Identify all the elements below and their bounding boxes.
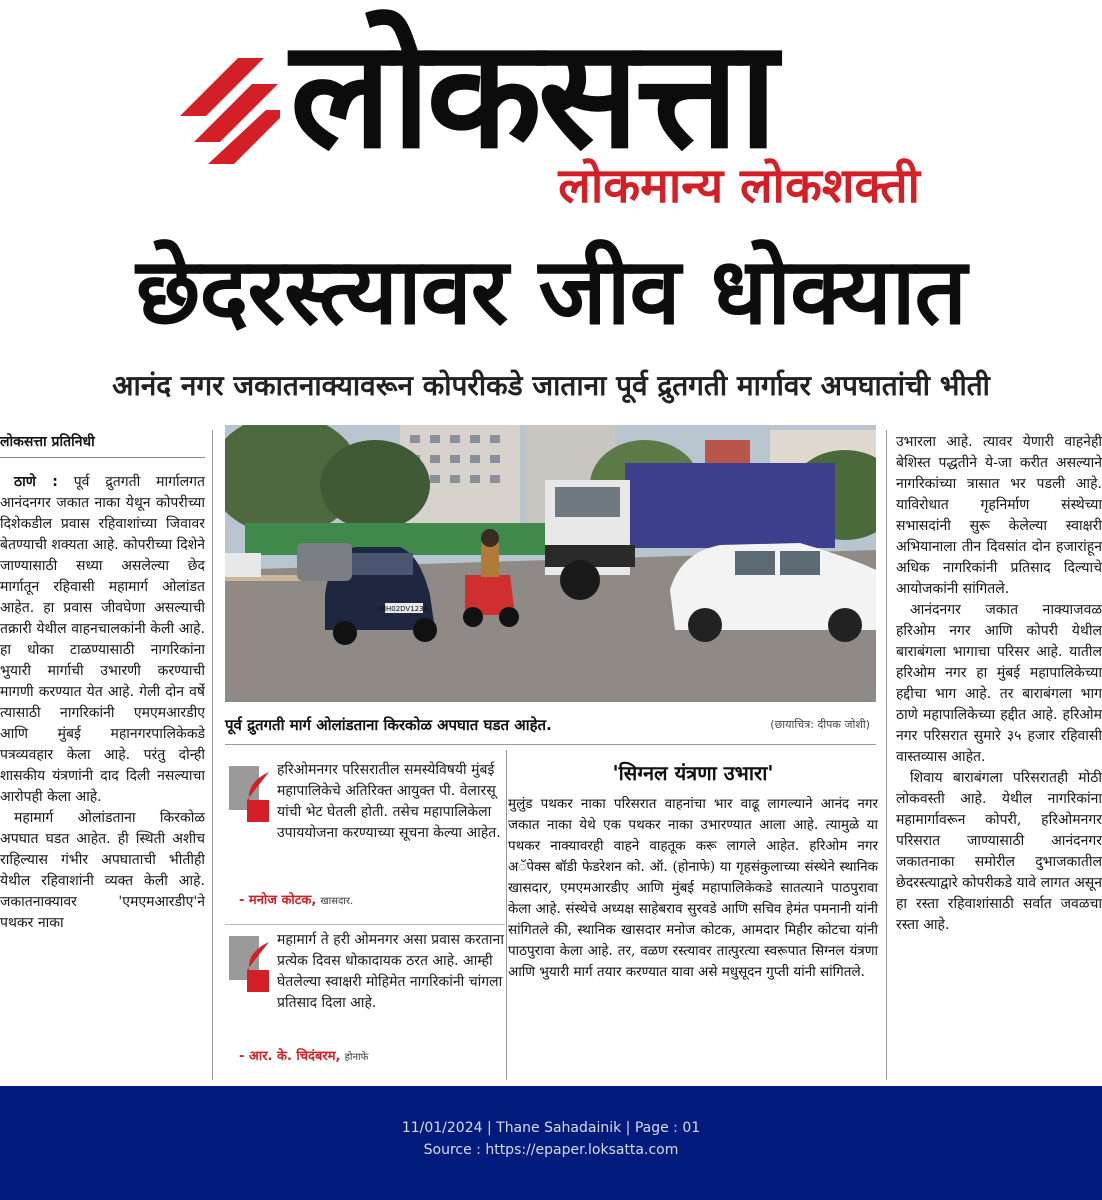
quote-mark-icon bbox=[229, 936, 273, 992]
column-divider bbox=[886, 430, 887, 1080]
footer-edition-info: 11/01/2024 | Thane Sahadainik | Page : 01 bbox=[401, 1120, 701, 1136]
traffic-scene-illustration bbox=[225, 425, 876, 702]
article-paragraph: उभारला आहे. त्यावर येणारी वाहनेही बेशिस्त पद्धतीने ये-जा करीत असल्याने नागरिकांच्या त्रासात भर पडली आहे. याविरोधात गृहनिर्माण संस्थेच्या सभासदांनी सुरू केलेल्या स्वाक्षरी अभियानाला तीन दिवसांत दोन हजारांहून अधिक नागरिकांनी प्रतिसाद दिल्याचे आयोजकांनी सांगितले. bbox=[896, 434, 1102, 597]
paragraph-text: पूर्व द्रुतगती मार्गालगत आनंदनगर जकात नाका येथून कोपरीच्या दिशेकडील प्रवास रहिवाशांच्या जिवावर बेतण्याची शक्यता आहे. कोपरीच्या दिशेने जाण्यासाठी सध्या असलेल्या छेद मार्गातून रहिवासी महामार्ग ओलांडत आहेत. हा प्रवास जीवघेणा असल्याची तक्रारी येथील वाहनचालकांनी केली आहे. हा धोका टाळण्यासाठी नागरिकांना भुयारी मार्गाची उभारणी करण्याची मागणी करण्यात येत आहे. गेली दोन वर्षे त्यासाठी नागरिकांनी एमएमआरडीए आणि मुंबई महानगरपालिकेकडे पत्रव्यवहार केला आहे. परंतु दोन्ही शासकीय यंत्रणांनी दाद दिली नसल्याचा आरोपही केला आहे. bbox=[0, 474, 205, 805]
footer-source-link[interactable]: Source : https://epaper.loksatta.com bbox=[423, 1142, 679, 1158]
photo-credit: (छायाचित्र: दीपक जोशी) bbox=[770, 718, 870, 731]
sidebar-box bbox=[508, 758, 878, 1058]
logo-stripes-icon bbox=[180, 58, 280, 168]
dateline: ठाणे : bbox=[14, 474, 58, 490]
quote-mark-icon bbox=[229, 766, 273, 822]
quote-text: महामार्ग ते हरी ओमनगर असा प्रवास करताना प्रत्येक दिवस धोकादायक ठरत आहे. आम्ही घेतलेल्या स्वाक्षरी मोहिमेत नागरिकांनी चांगला प्रतिसाद दिला आहे. bbox=[277, 932, 504, 1011]
quote-author-name: - मनोज कोटक, bbox=[239, 893, 317, 908]
article-left-column bbox=[0, 432, 205, 1080]
quote-divider bbox=[225, 924, 505, 925]
newspaper-logo: लोकसत्ता bbox=[290, 8, 774, 182]
article-right-column bbox=[896, 432, 1102, 1080]
article-paragraph: आनंदनगर जकात नाक्याजवळ हरिओम नगर आणि कोपरी येथील बाराबंगला भागाचा परिसर आहे. यातील हरिओम नगर हा मुंबई महापालिकेच्या हद्दीचा भाग आहे. तर बाराबंगला भाग ठाणे महापालिकेच्या हद्दीत आहे. हरिओम नगर परिसरात सुमारे ३५ हजार रहिवासी वास्तव्यास आहेत. bbox=[896, 602, 1102, 765]
quote-author-title: खासदार. bbox=[320, 896, 354, 907]
masthead bbox=[0, 0, 1102, 230]
caption-text: पूर्व द्रुतगती मार्ग ओलांडताना किरकोळ अपघात घडत आहेत. bbox=[225, 716, 552, 734]
section-divider bbox=[225, 744, 876, 745]
article-subheadline: आनंद नगर जकातनाक्यावरून कोपरीकडे जाताना पूर्व द्रुतगती मार्गावर अपघातांची भीती bbox=[112, 369, 990, 402]
byline: लोकसत्ता प्रतिनिधी bbox=[0, 432, 205, 458]
quote-author bbox=[239, 1048, 368, 1067]
photo-caption bbox=[225, 710, 876, 740]
sidebar-title: 'सिग्नल यंत्रणा उभारा' bbox=[612, 761, 774, 785]
quote-author-title: होनाफे bbox=[344, 1052, 369, 1063]
quote-box bbox=[225, 760, 505, 920]
quote-box bbox=[225, 930, 505, 1080]
source-footer bbox=[0, 1086, 1102, 1200]
license-plate: MH02DV1234 bbox=[379, 605, 429, 613]
quote-text: हरिओमनगर परिसरातील समस्येविषयी मुंबई महापालिकेचे अतिरिक्त आयुक्त पी. वेलारसू यांची भेट घेतली होती. तसेच महापालिकेला उपाययोजना करण्याच्या सूचना केल्या आहेत. bbox=[277, 762, 501, 841]
column-divider bbox=[212, 430, 213, 1080]
sidebar-body: मुलुंड पथकर नाका परिसरात वाहनांचा भार वाढू लागल्याने आनंद नगर जकात नाका येथे एक पथकर नाका उभारण्यात आला आहे. त्यामुळे या पथकर नाक्यावरही वाहने वाहतूक करू लागले आहेत. हरिओम नगर अॅपेक्स बॉडी फेडरेशन को. ऑ. (होनाफे) या गृहसंकुलाच्या संस्थेने स्थानिक खासदार, एमएमआरडीए आणि मुंबई महापालिकेकडे सातत्याने पाठपुरावा केला आहे. संस्थेचे अध्यक्ष साहेबराव सुरवडे आणि सचिव हेमंत पमनानी यांनी सांगितले की, स्थानिक खासदार मनोज कोटक, आमदार मिहीर कोटचा यांनी पाठपुरावा केला आहे. तर, वळण रस्त्यावर तात्पुरत्या स्वरूपात सिग्नल यंत्रणा आणि भुयारी मार्ग तयार करण्यात यावा असे मधुसूदन गुप्ती यांनी सांगितले. bbox=[508, 796, 878, 980]
article-paragraph: महामार्ग ओलांडताना किरकोळ अपघात घडत आहेत. ही स्थिती अशीच राहिल्यास गंभीर अपघाताची भीतीही येथील रहिवाशांनी व्यक्त केली आहे. जकातनाक्यावर 'एमएमआरडीए'ने पथकर नाका bbox=[0, 810, 205, 931]
column-divider bbox=[506, 750, 507, 1080]
article-paragraph: शिवाय बाराबंगला परिसरातही मोठी लोकवस्ती आहे. येथील नागरिकांना महामार्गावरून कोपरी, हरिओमनगर परिसरात जाण्यासाठी आनंदनगर जकातनाका समोरील दुभाजकातील छेदरस्त्याद्वारे कोपरीकडे यावे लागत असून हा रस्ता रहिवाशांसाठी सर्वात जवळचा रस्ता आहे. bbox=[896, 770, 1102, 933]
news-photo bbox=[225, 425, 876, 702]
quote-author-name: - आर. के. चिदंबरम, bbox=[239, 1049, 341, 1064]
article-paragraph bbox=[0, 472, 205, 808]
article-headline: छेदरस्त्यावर जीव धोक्यात bbox=[136, 238, 966, 345]
quote-author bbox=[239, 892, 353, 911]
newspaper-tagline: लोकमान्य लोकशक्ती bbox=[558, 158, 920, 214]
